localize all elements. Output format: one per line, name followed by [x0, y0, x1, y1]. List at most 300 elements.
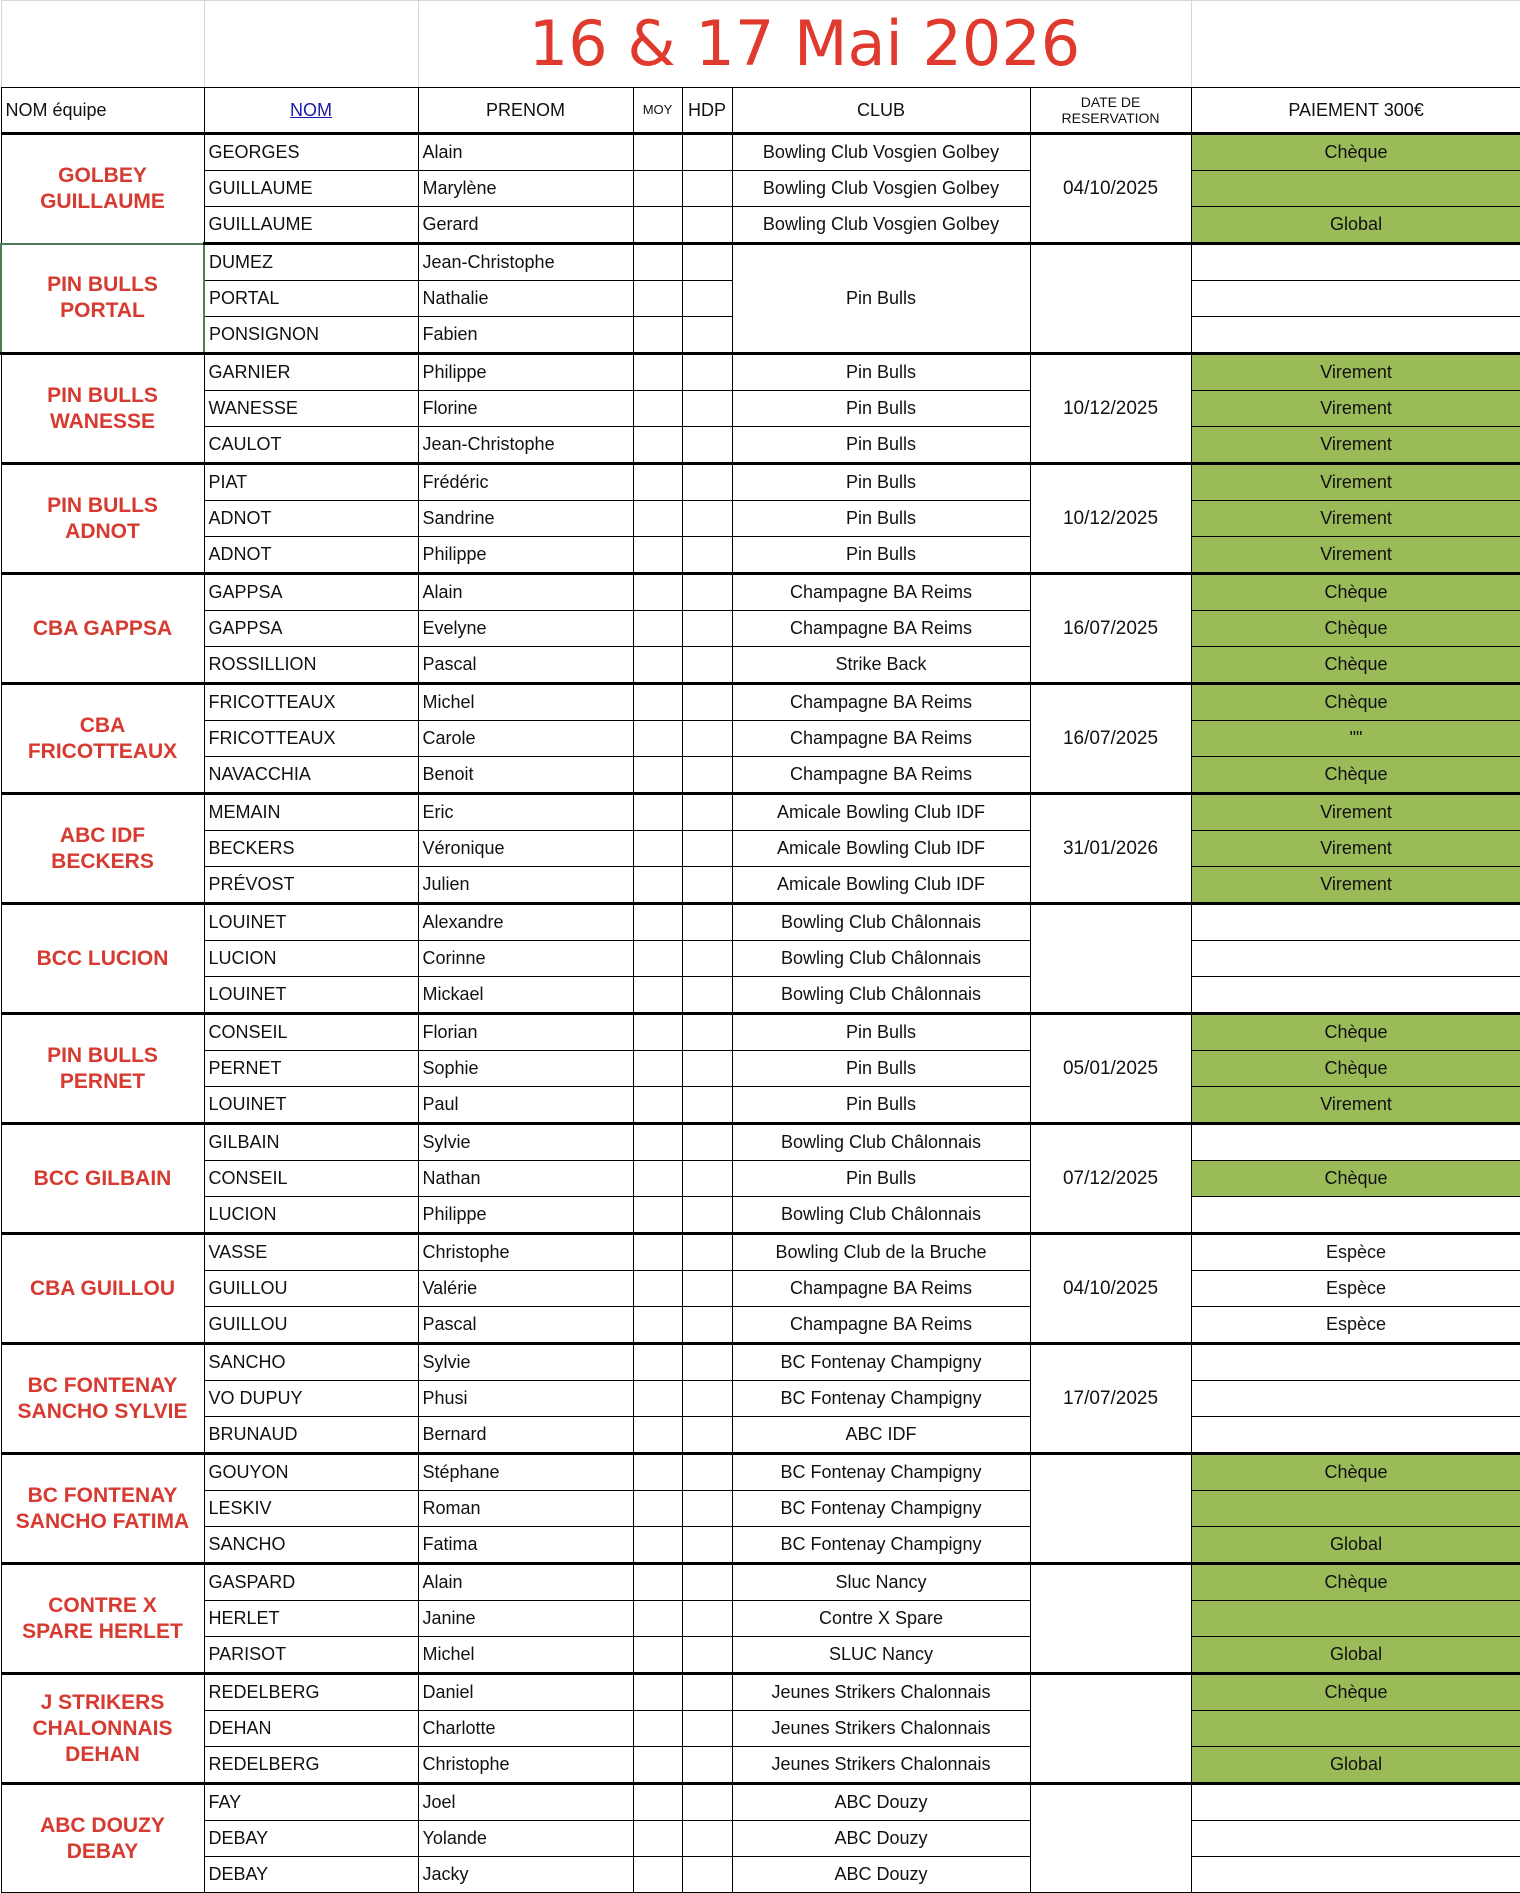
payment-cell: Virement	[1191, 464, 1520, 501]
player-row	[1, 1417, 1520, 1454]
hdp-cell	[682, 1674, 732, 1711]
prenom-cell: Michel	[418, 1637, 633, 1674]
prenom-cell: Florian	[418, 1014, 633, 1051]
prenom-cell: Florine	[418, 391, 633, 427]
team-name-line: BCC LUCION	[36, 946, 169, 970]
player-row	[1, 684, 1520, 721]
player-row	[1, 1857, 1520, 1893]
payment-cell: Virement	[1191, 501, 1520, 537]
nom-cell: ADNOT	[204, 501, 418, 537]
payment-cell	[1191, 1857, 1520, 1893]
payment-cell: Global	[1191, 1747, 1520, 1784]
nom-cell: FAY	[204, 1784, 418, 1821]
prenom-cell: Corinne	[418, 941, 633, 977]
hdp-cell	[682, 647, 732, 684]
payment-cell: Chèque	[1191, 1014, 1520, 1051]
header-nom[interactable]	[204, 88, 418, 134]
club-cell: Sluc Nancy	[732, 1564, 1030, 1601]
moy-cell	[633, 171, 682, 207]
club-cell: ABC Douzy	[732, 1857, 1030, 1893]
payment-cell: Virement	[1191, 1087, 1520, 1124]
payment-cell	[1191, 1197, 1520, 1234]
player-row	[1, 501, 1520, 537]
hdp-cell	[682, 1124, 732, 1161]
prenom-cell: Carole	[418, 721, 633, 757]
team-name-cell	[1, 244, 204, 354]
hdp-cell	[682, 757, 732, 794]
hdp-cell	[682, 391, 732, 427]
reservation-date-cell: 17/07/2025	[1030, 1344, 1191, 1454]
prenom-cell: Sylvie	[418, 1344, 633, 1381]
club-cell: Bowling Club Vosgien Golbey	[732, 171, 1030, 207]
header-club: CLUB	[732, 88, 1030, 134]
team-name-cell	[1, 684, 204, 794]
player-row	[1, 427, 1520, 464]
prenom-cell: Frédéric	[418, 464, 633, 501]
club-cell: Pin Bulls	[732, 1087, 1030, 1124]
moy-cell	[633, 611, 682, 647]
hdp-cell	[682, 1784, 732, 1821]
reservation-date-cell: 07/12/2025	[1030, 1124, 1191, 1234]
player-row	[1, 1197, 1520, 1234]
prenom-cell: Evelyne	[418, 611, 633, 647]
prenom-cell: Daniel	[418, 1674, 633, 1711]
team-name-line: CBA GUILLOU	[29, 1276, 176, 1300]
club-cell: ABC Douzy	[732, 1821, 1030, 1857]
player-row	[1, 574, 1520, 611]
prenom-cell: Véronique	[418, 831, 633, 867]
prenom-cell: Christophe	[418, 1234, 633, 1271]
header-moy: MOY	[633, 88, 682, 134]
team-name-line: BECKERS	[51, 849, 154, 873]
moy-cell	[633, 794, 682, 831]
prenom-cell: Nathalie	[418, 281, 633, 317]
hdp-cell	[682, 1381, 732, 1417]
club-cell: BC Fontenay Champigny	[732, 1344, 1030, 1381]
payment-cell: Chèque	[1191, 1564, 1520, 1601]
player-row	[1, 354, 1520, 391]
player-row	[1, 1564, 1520, 1601]
payment-cell: Chèque	[1191, 611, 1520, 647]
payment-cell: Chèque	[1191, 1454, 1520, 1491]
prenom-cell: Alexandre	[418, 904, 633, 941]
player-row	[1, 1601, 1520, 1637]
team-name-line: BCC GILBAIN	[33, 1166, 172, 1190]
moy-cell	[633, 1857, 682, 1893]
team-name-cell	[1, 464, 204, 574]
team-name-cell	[1, 1454, 204, 1564]
prenom-cell: Valérie	[418, 1271, 633, 1307]
hdp-cell	[682, 794, 732, 831]
moy-cell	[633, 501, 682, 537]
club-cell: Pin Bulls	[732, 354, 1030, 391]
team-name-cell	[1, 904, 204, 1014]
moy-cell	[633, 867, 682, 904]
club-cell: Contre X Spare	[732, 1601, 1030, 1637]
hdp-cell	[682, 977, 732, 1014]
player-row	[1, 904, 1520, 941]
payment-cell	[1191, 244, 1520, 281]
player-row	[1, 1124, 1520, 1161]
blank-cell	[1191, 1, 1520, 88]
player-row	[1, 1711, 1520, 1747]
club-cell: Amicale Bowling Club IDF	[732, 794, 1030, 831]
moy-cell	[633, 464, 682, 501]
payment-cell: Virement	[1191, 794, 1520, 831]
nom-cell: REDELBERG	[204, 1747, 418, 1784]
player-row	[1, 1271, 1520, 1307]
moy-cell	[633, 1271, 682, 1307]
prenom-cell: Alain	[418, 134, 633, 171]
prenom-cell: Fabien	[418, 317, 633, 354]
prenom-cell: Charlotte	[418, 1711, 633, 1747]
team-name-line: CONTRE X	[48, 1593, 157, 1617]
prenom-cell: Pascal	[418, 1307, 633, 1344]
club-cell: Pin Bulls	[732, 427, 1030, 464]
player-row	[1, 1674, 1520, 1711]
club-cell: BC Fontenay Champigny	[732, 1491, 1030, 1527]
moy-cell	[633, 317, 682, 354]
player-row	[1, 831, 1520, 867]
club-cell: Champagne BA Reims	[732, 684, 1030, 721]
nom-cell: VASSE	[204, 1234, 418, 1271]
header-paiement: PAIEMENT 300€	[1191, 88, 1520, 134]
team-name-line: BC FONTENAY	[27, 1483, 178, 1507]
player-row	[1, 391, 1520, 427]
team-name-line: WANESSE	[49, 409, 156, 433]
nom-cell: LOUINET	[204, 904, 418, 941]
payment-cell: Chèque	[1191, 1051, 1520, 1087]
team-name-line: ABC IDF	[59, 823, 146, 847]
hdp-cell	[682, 941, 732, 977]
club-cell: Pin Bulls	[732, 537, 1030, 574]
player-row	[1, 1784, 1520, 1821]
prenom-cell: Christophe	[418, 1747, 633, 1784]
nom-cell: GAPPSA	[204, 574, 418, 611]
team-name-line: CHALONNAIS	[32, 1716, 173, 1740]
player-row	[1, 1527, 1520, 1564]
team-name-line: J STRIKERS	[40, 1690, 165, 1714]
club-cell: Jeunes Strikers Chalonnais	[732, 1674, 1030, 1711]
nom-cell: GASPARD	[204, 1564, 418, 1601]
hdp-cell	[682, 244, 732, 281]
moy-cell	[633, 1821, 682, 1857]
player-row	[1, 1161, 1520, 1197]
moy-cell	[633, 977, 682, 1014]
hdp-cell	[682, 1601, 732, 1637]
hdp-cell	[682, 1344, 732, 1381]
club-cell: Pin Bulls	[732, 1014, 1030, 1051]
prenom-cell: Mickael	[418, 977, 633, 1014]
nom-cell: NAVACCHIA	[204, 757, 418, 794]
nom-cell: ROSSILLION	[204, 647, 418, 684]
nom-cell: GOUYON	[204, 1454, 418, 1491]
club-cell: BC Fontenay Champigny	[732, 1454, 1030, 1491]
moy-cell	[633, 757, 682, 794]
prenom-cell: Bernard	[418, 1417, 633, 1454]
nom-cell: CAULOT	[204, 427, 418, 464]
club-cell: Bowling Club Vosgien Golbey	[732, 134, 1030, 171]
moy-cell	[633, 1417, 682, 1454]
hdp-cell	[682, 1491, 732, 1527]
nom-cell: PERNET	[204, 1051, 418, 1087]
team-name-cell	[1, 1124, 204, 1234]
moy-cell	[633, 1197, 682, 1234]
hdp-cell	[682, 171, 732, 207]
moy-cell	[633, 1124, 682, 1161]
reservation-date-cell: 04/10/2025	[1030, 1234, 1191, 1344]
reservation-date-cell	[1030, 244, 1191, 354]
team-name-cell	[1, 574, 204, 684]
moy-cell	[633, 1307, 682, 1344]
player-row	[1, 757, 1520, 794]
nom-cell: MEMAIN	[204, 794, 418, 831]
prenom-cell: Jean-Christophe	[418, 244, 633, 281]
club-cell: Champagne BA Reims	[732, 574, 1030, 611]
nom-cell: LOUINET	[204, 977, 418, 1014]
prenom-cell: Gerard	[418, 207, 633, 244]
club-cell: ABC Douzy	[732, 1784, 1030, 1821]
nom-cell: GEORGES	[204, 134, 418, 171]
reservation-date-cell: 10/12/2025	[1030, 464, 1191, 574]
hdp-cell	[682, 501, 732, 537]
moy-cell	[633, 1711, 682, 1747]
moy-cell	[633, 244, 682, 281]
payment-cell: Global	[1191, 207, 1520, 244]
nom-cell: CONSEIL	[204, 1014, 418, 1051]
moy-cell	[633, 1161, 682, 1197]
team-name-line: PIN BULLS	[47, 383, 158, 407]
payment-cell: Global	[1191, 1527, 1520, 1564]
hdp-cell	[682, 1307, 732, 1344]
club-cell: Bowling Club Châlonnais	[732, 1124, 1030, 1161]
hdp-cell	[682, 1747, 732, 1784]
nom-cell: LUCION	[204, 941, 418, 977]
nom-cell: PORTAL	[204, 281, 418, 317]
hdp-cell	[682, 1197, 732, 1234]
moy-cell	[633, 941, 682, 977]
prenom-cell: Alain	[418, 574, 633, 611]
payment-cell	[1191, 1821, 1520, 1857]
prenom-cell: Marylène	[418, 171, 633, 207]
club-cell: Strike Back	[732, 647, 1030, 684]
nom-cell: FRICOTTEAUX	[204, 721, 418, 757]
reservation-date-cell	[1030, 1784, 1191, 1893]
hdp-cell	[682, 1564, 732, 1601]
moy-cell	[633, 1381, 682, 1417]
header-date-line1: DATE DE	[1080, 94, 1141, 110]
header-date	[1030, 88, 1191, 134]
moy-cell	[633, 904, 682, 941]
reservation-date-cell: 05/01/2025	[1030, 1014, 1191, 1124]
payment-cell	[1191, 904, 1520, 941]
moy-cell	[633, 207, 682, 244]
player-row	[1, 464, 1520, 501]
nom-cell: HERLET	[204, 1601, 418, 1637]
payment-cell: Chèque	[1191, 757, 1520, 794]
team-name-line: CBA	[79, 713, 126, 737]
payment-cell: Espèce	[1191, 1307, 1520, 1344]
hdp-cell	[682, 1711, 732, 1747]
nom-cell: DEBAY	[204, 1857, 418, 1893]
team-name-line: PERNET	[59, 1069, 146, 1093]
club-cell: Pin Bulls	[732, 464, 1030, 501]
nom-cell: WANESSE	[204, 391, 418, 427]
team-name-cell	[1, 794, 204, 904]
club-cell: Bowling Club Vosgien Golbey	[732, 207, 1030, 244]
nom-cell: GUILLAUME	[204, 207, 418, 244]
team-name-line: DEBAY	[66, 1839, 139, 1863]
hdp-cell	[682, 867, 732, 904]
nom-cell: SANCHO	[204, 1527, 418, 1564]
hdp-cell	[682, 1454, 732, 1491]
club-cell: Pin Bulls	[732, 501, 1030, 537]
club-cell: Bowling Club de la Bruche	[732, 1234, 1030, 1271]
hdp-cell	[682, 1527, 732, 1564]
payment-cell	[1191, 977, 1520, 1014]
payment-cell	[1191, 1381, 1520, 1417]
hdp-cell	[682, 831, 732, 867]
hdp-cell	[682, 134, 732, 171]
player-row	[1, 794, 1520, 831]
payment-cell	[1191, 1491, 1520, 1527]
player-row	[1, 611, 1520, 647]
payment-cell	[1191, 317, 1520, 354]
hdp-cell	[682, 281, 732, 317]
moy-cell	[633, 1674, 682, 1711]
team-name-line: SANCHO FATIMA	[15, 1509, 190, 1533]
club-cell: Amicale Bowling Club IDF	[732, 831, 1030, 867]
hdp-cell	[682, 317, 732, 354]
team-name-cell	[1, 1674, 204, 1784]
team-name-line: SANCHO SYLVIE	[17, 1399, 188, 1423]
payment-cell	[1191, 1601, 1520, 1637]
moy-cell	[633, 721, 682, 757]
payment-cell: Virement	[1191, 831, 1520, 867]
club-cell: Champagne BA Reims	[732, 1307, 1030, 1344]
header-date-line2: RESERVATION	[1061, 110, 1160, 126]
reservation-date-cell: 16/07/2025	[1030, 684, 1191, 794]
payment-cell: Virement	[1191, 537, 1520, 574]
club-cell: Bowling Club Châlonnais	[732, 977, 1030, 1014]
nom-cell: REDELBERG	[204, 1674, 418, 1711]
prenom-cell: Joel	[418, 1784, 633, 1821]
team-name-line: GUILLAUME	[40, 189, 165, 213]
nom-cell: LUCION	[204, 1197, 418, 1234]
club-cell: Champagne BA Reims	[732, 757, 1030, 794]
hdp-cell	[682, 1051, 732, 1087]
payment-cell	[1191, 1711, 1520, 1747]
player-row	[1, 647, 1520, 684]
header-hdp: HDP	[682, 88, 732, 134]
club-cell: Amicale Bowling Club IDF	[732, 867, 1030, 904]
moy-cell	[633, 1601, 682, 1637]
nom-cell: GUILLAUME	[204, 171, 418, 207]
moy-cell	[633, 684, 682, 721]
prenom-cell: Roman	[418, 1491, 633, 1527]
team-name-cell	[1, 1784, 204, 1893]
club-cell: Pin Bulls	[732, 391, 1030, 427]
prenom-cell: Sandrine	[418, 501, 633, 537]
hdp-cell	[682, 537, 732, 574]
nom-cell: DEHAN	[204, 1711, 418, 1747]
reservation-date-cell: 04/10/2025	[1030, 134, 1191, 244]
moy-cell	[633, 537, 682, 574]
reservation-date-cell	[1030, 1674, 1191, 1784]
nom-cell: ADNOT	[204, 537, 418, 574]
moy-cell	[633, 1527, 682, 1564]
prenom-cell: Janine	[418, 1601, 633, 1637]
nom-cell: PONSIGNON	[204, 317, 418, 354]
prenom-cell: Eric	[418, 794, 633, 831]
club-cell: Bowling Club Châlonnais	[732, 904, 1030, 941]
moy-cell	[633, 354, 682, 391]
moy-cell	[633, 1014, 682, 1051]
team-name-line: PORTAL	[60, 299, 145, 323]
hdp-cell	[682, 721, 732, 757]
club-cell: Bowling Club Châlonnais	[732, 1197, 1030, 1234]
payment-cell	[1191, 1124, 1520, 1161]
prenom-cell: Alain	[418, 1564, 633, 1601]
prenom-cell: Pascal	[418, 647, 633, 684]
club-cell: BC Fontenay Champigny	[732, 1381, 1030, 1417]
club-cell: SLUC Nancy	[732, 1637, 1030, 1674]
payment-cell: Virement	[1191, 867, 1520, 904]
payment-cell	[1191, 941, 1520, 977]
nom-sort-link[interactable]: NOM	[290, 100, 332, 120]
payment-cell	[1191, 1344, 1520, 1381]
team-name-line: GOLBEY	[58, 163, 147, 187]
player-row	[1, 1014, 1520, 1051]
moy-cell	[633, 1637, 682, 1674]
prenom-cell: Sophie	[418, 1051, 633, 1087]
nom-cell: DUMEZ	[204, 244, 418, 281]
hdp-cell	[682, 1234, 732, 1271]
prenom-cell: Yolande	[418, 1821, 633, 1857]
payment-cell: Chèque	[1191, 684, 1520, 721]
player-row	[1, 1747, 1520, 1784]
prenom-cell: Paul	[418, 1087, 633, 1124]
nom-cell: SANCHO	[204, 1344, 418, 1381]
hdp-cell	[682, 1417, 732, 1454]
team-name-line: PIN BULLS	[47, 273, 158, 297]
club-cell: Pin Bulls	[732, 1051, 1030, 1087]
club-cell: Pin Bulls	[732, 244, 1030, 354]
club-cell: ABC IDF	[732, 1417, 1030, 1454]
hdp-cell	[682, 207, 732, 244]
player-row	[1, 1087, 1520, 1124]
player-row	[1, 941, 1520, 977]
moy-cell	[633, 647, 682, 684]
payment-cell: Espèce	[1191, 1234, 1520, 1271]
player-row	[1, 977, 1520, 1014]
player-row	[1, 1821, 1520, 1857]
prenom-cell: Michel	[418, 684, 633, 721]
player-row	[1, 134, 1520, 171]
team-name-line: FRICOTTEAUX	[27, 739, 178, 763]
nom-cell: LESKIV	[204, 1491, 418, 1527]
moy-cell	[633, 281, 682, 317]
hdp-cell	[682, 427, 732, 464]
nom-cell: PIAT	[204, 464, 418, 501]
moy-cell	[633, 1747, 682, 1784]
club-cell: Bowling Club Châlonnais	[732, 941, 1030, 977]
player-row	[1, 1234, 1520, 1271]
team-name-line: CBA GAPPSA	[32, 616, 173, 640]
event-title: 16 & 17 Mai 2026	[528, 7, 1081, 80]
payment-cell	[1191, 171, 1520, 207]
team-name-line: PIN BULLS	[47, 1043, 158, 1067]
